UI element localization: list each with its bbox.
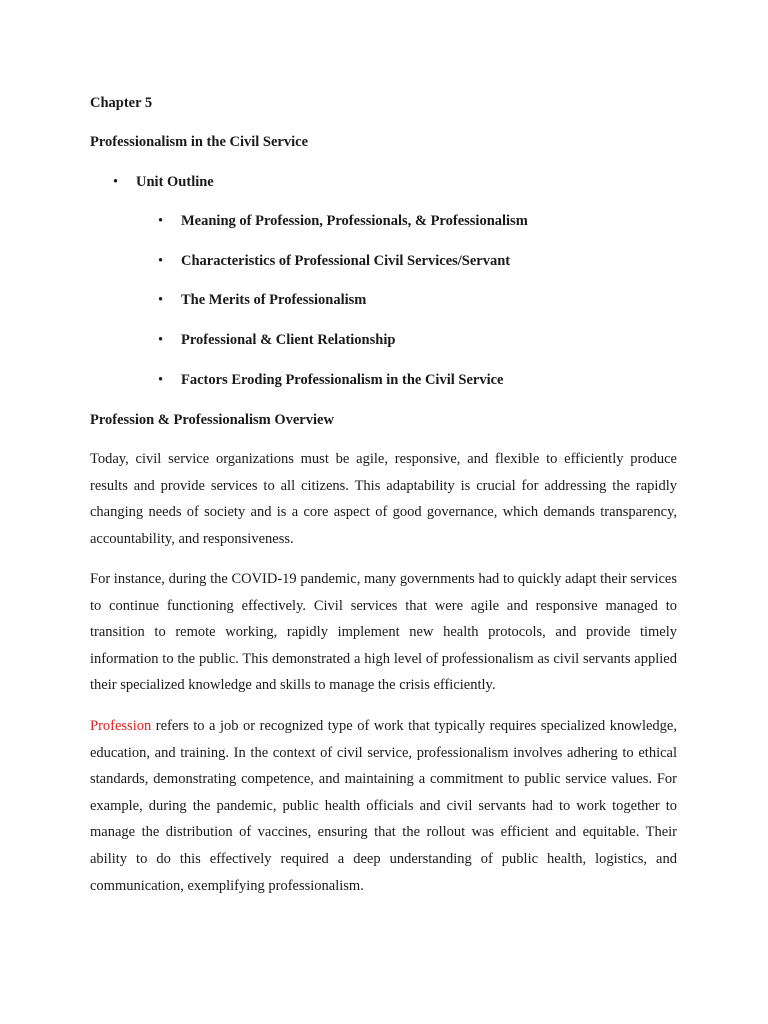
profession-term: Profession xyxy=(90,718,152,734)
unit-outline-heading: Unit Outline xyxy=(136,174,214,190)
outline-item: The Merits of Professionalism xyxy=(181,292,367,308)
bullet-icon: • xyxy=(113,174,119,190)
overview-paragraph-2: For instance, during the COVID-19 pandemic, many governments had to quickly adapt their services to continue functioning effectively. Civil services that were agile and responsive managed to transition to remote working, rapidly implement new health protocols, and provide timely information to the public. This demonstrated a high level of professionalism as civil servants applied their specialized knowledge and skills to manage the crisis efficiently. xyxy=(90,571,677,694)
bullet-icon: • xyxy=(158,253,164,269)
overview-paragraph-3 xyxy=(90,713,677,899)
chapter-title: Professionalism in the Civil Service xyxy=(90,134,309,150)
overview-heading: Profession & Professionalism Overview xyxy=(90,412,334,428)
chapter-label: Chapter 5 xyxy=(90,95,153,111)
outline-item: Factors Eroding Professionalism in the Civil Service xyxy=(181,372,504,388)
overview-paragraph-1: Today, civil service organizations must be agile, responsive, and flexible to efficiently produce results and provide services to all citizens. This adaptability is crucial for addressing the rapidly changing needs of society and is a core aspect of good governance, which demands transparency, accountability, and responsiveness. xyxy=(90,451,677,547)
bullet-icon: • xyxy=(158,372,164,388)
outline-item: Professional & Client Relationship xyxy=(181,332,396,348)
bullet-icon: • xyxy=(158,332,164,348)
bullet-icon: • xyxy=(158,213,164,229)
profession-definition: refers to a job or recognized type of work that typically requires specialized knowledge, education, and training. In the context of civil service, professionalism involves adhering to ethical standards, demonstrating competence, and maintaining a commitment to public service values. For example, during the pandemic, public health officials and civil servants had to work together to manage the distribution of vaccines, ensuring that the rollout was efficient and equitable. Their ability to do this effectively required a deep understanding of public health, logistics, and communication, exemplifying professionalism. xyxy=(90,718,677,894)
outline-item: Characteristics of Professional Civil Services/Servant xyxy=(181,253,511,269)
bullet-icon: • xyxy=(158,292,164,308)
outline-item: Meaning of Profession, Professionals, & Professionalism xyxy=(181,213,528,229)
